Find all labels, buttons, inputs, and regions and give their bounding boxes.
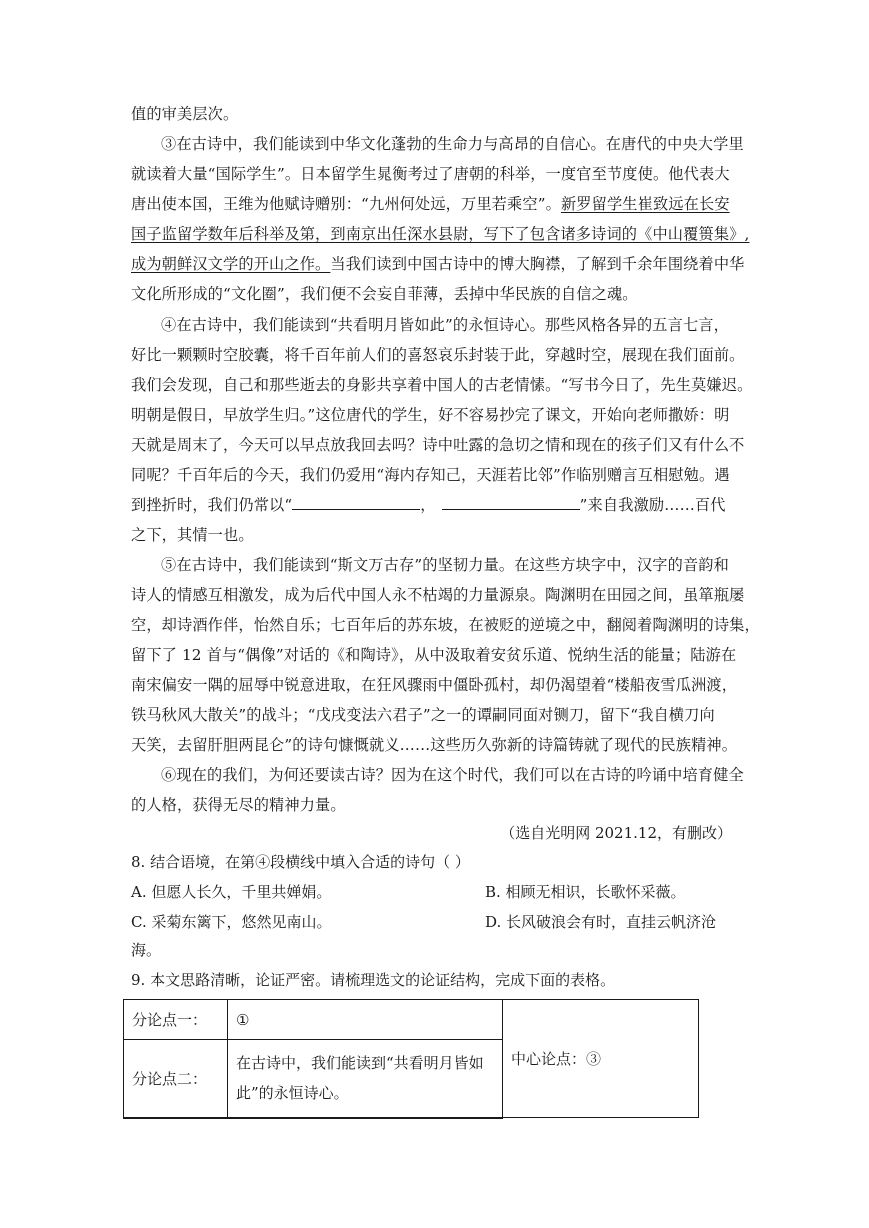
paragraph-line: 南宋偏安一隅的屈辱中锐意进取，在狂风骤雨中僵卧孤村，却仍渴望着“楼船夜雪瓜洲渡， xyxy=(131,676,738,694)
table-cell-sub-point-2 xyxy=(228,1040,503,1118)
table-label-sub-point-1: 分论点一： xyxy=(124,1000,228,1040)
paragraph-line: 明朝是假日，早放学生归。”这位唐代的学生，好不容易抄完了课文，开始向老师撒娇：明 xyxy=(131,406,730,424)
paragraph-line: 天就是周末了，今天可以早点放我回去吗？诗中吐露的急切之情和现在的孩子们又有什么不 xyxy=(131,436,745,454)
text-span: 到挫折时，我们仍常以“ xyxy=(131,496,293,514)
paragraph-line xyxy=(131,194,741,214)
argument-structure-table xyxy=(123,999,699,1119)
paragraph-line: ⑤在古诗中，我们能读到“斯文万古存”的坚韧力量。在这些方块字中，汉字的音韵和 xyxy=(161,556,729,574)
underlined-text: 成为朝鲜汉文学的开山之作。 xyxy=(131,255,331,273)
option-c[interactable]: C. 采菊东篱下，悠然见南山。 xyxy=(131,913,332,931)
paragraph-line: 文化所形成的“文化圈”，我们便不会妄自菲薄，丢掉中华民族的自信之魂。 xyxy=(131,285,638,303)
question-9-stem: 9. 本文思路清晰，论证严密。请梳理选文的论证结构，完成下面的表格。 xyxy=(131,971,616,989)
table-text-line: 在古诗中，我们能读到“共看明月皆如 xyxy=(236,1054,484,1073)
text-span: 唐出使本国，王维为他赋诗赠别：“九州何处远，万里若乘空”。 xyxy=(131,195,561,213)
option-b[interactable]: B. 相顾无相识，长歌怀采薇。 xyxy=(485,883,686,901)
paragraph-line: 诗人的情感互相激发，成为后代中国人永不枯竭的力量源泉。陶渊明在田园之间，虽箪瓶屡 xyxy=(131,586,745,604)
paragraph-line: 天笑，去留肝胆两昆仑”的诗句慷慨就义……这些历久弥新的诗篇铸就了现代的民族精神。 xyxy=(131,736,738,754)
option-d[interactable]: D. 长风破浪会有时，直挂云帆济沧 xyxy=(485,913,717,931)
paragraph-line: ⑥现在的我们，为何还要读古诗？因为在这个时代，我们可以在古诗的吟诵中培育健全 xyxy=(161,766,744,784)
paragraph-line xyxy=(131,254,745,274)
option-d-continuation: 海。 xyxy=(131,941,162,959)
paragraph-line xyxy=(131,495,741,515)
paragraph-line: 值的审美层次。 xyxy=(131,105,239,123)
table-label-sub-point-2: 分论点二： xyxy=(124,1040,228,1118)
table-cell-sub-point-1[interactable]: ① xyxy=(228,1000,503,1040)
question-8-stem: 8. 结合语境，在第④段横线中填入合适的诗句（ ） xyxy=(131,853,470,871)
underlined-text: 新罗留学生崔致远在长安 xyxy=(560,195,730,213)
text-span: ， xyxy=(420,496,436,514)
paragraph-line: 就读着大量“国际学生”。日本留学生晁衡考过了唐朝的科举，一度官至节度使。他代表大 xyxy=(131,165,730,183)
paragraph-line: 好比一颗颗时空胶囊，将千百年前人们的喜怒哀乐封装于此，穿越时空，展现在我们面前。 xyxy=(131,346,745,364)
text-span: 当我们读到中国古诗中的博大胸襟，了解到千余年围绕着中华 xyxy=(330,255,745,273)
underlined-line: 国子监留学数年后科举及第，到南京出任深水县尉，写下了包含诸多诗词的《中山覆篑集》, xyxy=(131,225,750,243)
option-a[interactable]: A. 但愿人长久，千里共婵娟。 xyxy=(131,883,332,901)
paragraph-line: 空，却诗酒作伴，怡然自乐；七百年后的苏东坡，在被贬的逆境之中，翻阅着陶渊明的诗集， xyxy=(131,616,760,634)
source-citation: （选自光明网 2021.12，有删改） xyxy=(500,824,732,842)
paragraph-line: ③在古诗中，我们能读到中华文化蓬勃的生命力与高昂的自信心。在唐代的中央大学里 xyxy=(161,135,744,153)
paragraph-line: 之下，其情一也。 xyxy=(131,526,254,544)
table-text-line: 此”的永恒诗心。 xyxy=(236,1084,349,1103)
fill-blank-1[interactable] xyxy=(292,495,420,510)
paragraph-line: 我们会发现，自己和那些逝去的身影共享着中国人的古老情愫。“写书今日了，先生莫嫌迟。 xyxy=(131,376,753,394)
paragraph-line: 的人格，获得无尽的精神力量。 xyxy=(131,796,346,814)
fill-blank-2[interactable] xyxy=(442,495,580,510)
paragraph-line: 留下了 12 首与“偶像”对话的《和陶诗》，从中汲取着安贫乐道、悦纳生活的能量；陆游在 xyxy=(131,646,737,664)
paragraph-line: ④在古诗中，我们能读到“共看明月皆如此”的永恒诗心。那些风格各异的五言七言， xyxy=(161,316,729,334)
paragraph-line: 铁马秋风大散关”的战斗；“戊戌变法六君子”之一的谭嗣同面对铡刀，留下“我自横刀向 xyxy=(131,706,715,724)
text-span: ”来自我激励……百代 xyxy=(579,496,726,514)
table-cell-central-point[interactable]: 中心论点：③ xyxy=(503,1000,699,1118)
paragraph-line: 同呢？千百年后的今天，我们仍爱用“海内存知己，天涯若比邻”作临别赠言互相慰勉。遇 xyxy=(131,466,730,484)
